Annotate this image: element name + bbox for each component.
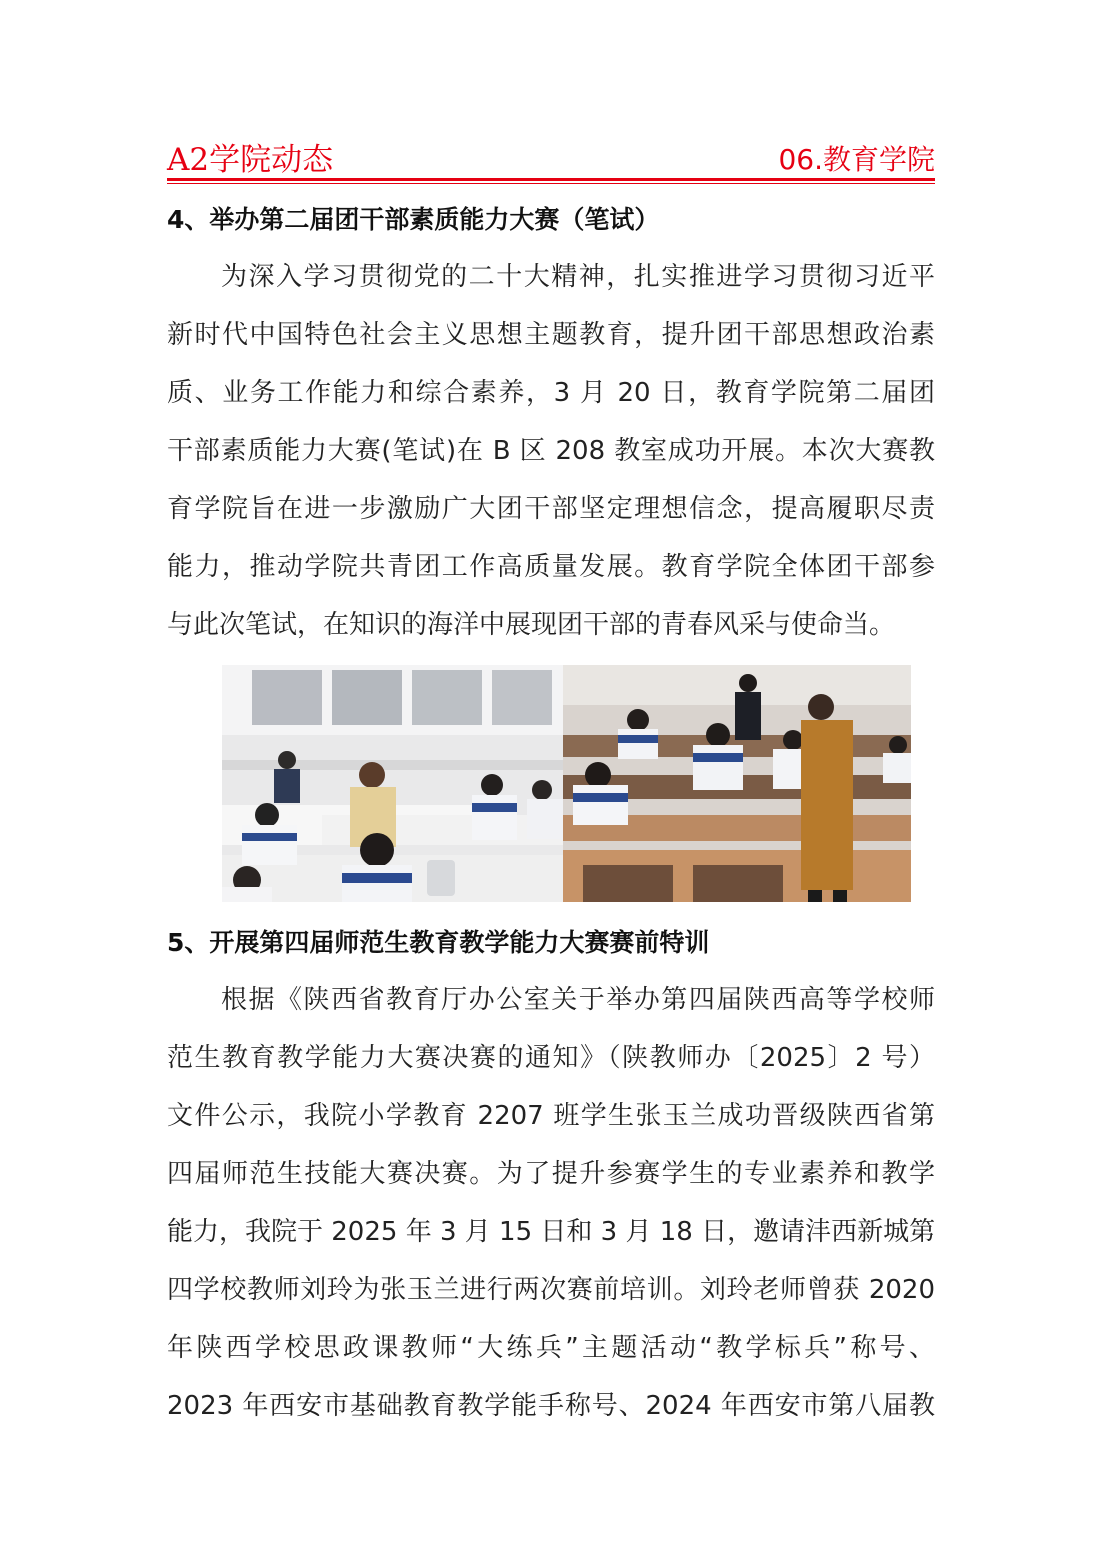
paragraph-line: 新时代中国特色社会主义思想主题教育，提升团干部思想政治素 (167, 320, 935, 350)
header-rule-thin (167, 183, 935, 184)
photo-row (222, 665, 911, 902)
page-header (167, 138, 935, 184)
paragraph-line: 育学院旨在进一步激励广大团干部坚定理想信念，提高履职尽责 (167, 494, 935, 524)
paragraph-line: 能力，我院于 2025 年 3 月 15 日和 3 月 18 日，邀请沣西新城第 (167, 1217, 935, 1247)
paragraph-line: 文件公示，我院小学教育 2207 班学生张玉兰成功晋级陕西省第 (167, 1101, 935, 1131)
section-label: A2学院动态 (167, 142, 334, 178)
section4-title: 4、举办第二届团干部素质能力大赛（笔试） (167, 205, 660, 234)
section5-title: 5、开展第四届师范生教育教学能力大赛赛前特训 (167, 928, 710, 957)
paragraph-line: 质、业务工作能力和综合素养，3 月 20 日，教育学院第二届团 (167, 378, 935, 408)
department-label: 06.教育学院 (778, 143, 935, 176)
paragraph-line: 根据《陕西省教育厅办公室关于举办第四届陕西高等学校师 (221, 985, 935, 1015)
section5-body (167, 971, 935, 1435)
paragraph-line: 四届师范生技能大赛决赛。为了提升参赛学生的专业素养和教学 (167, 1159, 935, 1189)
paragraph-line: 干部素质能力大赛(笔试)在 B 区 208 教室成功开展。本次大赛教 (167, 436, 935, 466)
paragraph-line: 范生教育教学能力大赛决赛的通知》（陕教师办〔2025〕2 号） (167, 1043, 935, 1073)
paragraph-line: 与此次笔试，在知识的海洋中展现团干部的青春风采与使命当。 (167, 610, 896, 640)
classroom-photo (563, 665, 911, 902)
paragraph-line: 2023 年西安市基础教育教学能手称号、2024 年西安市第八届教 (167, 1391, 935, 1421)
exam-room-photo (222, 665, 563, 902)
paragraph-line: 能力，推动学院共青团工作高质量发展。教育学院全体团干部参 (167, 552, 935, 582)
paragraph-line: 年陕西学校思政课教师“大练兵”主题活动“教学标兵”称号、 (167, 1333, 935, 1363)
header-rule (167, 178, 935, 181)
section4-body (167, 248, 935, 654)
paragraph-line: 四学校教师刘玲为张玉兰进行两次赛前培训。刘玲老师曾获 2020 (167, 1275, 935, 1305)
paragraph-line: 为深入学习贯彻党的二十大精神，扎实推进学习贯彻习近平 (221, 262, 935, 292)
